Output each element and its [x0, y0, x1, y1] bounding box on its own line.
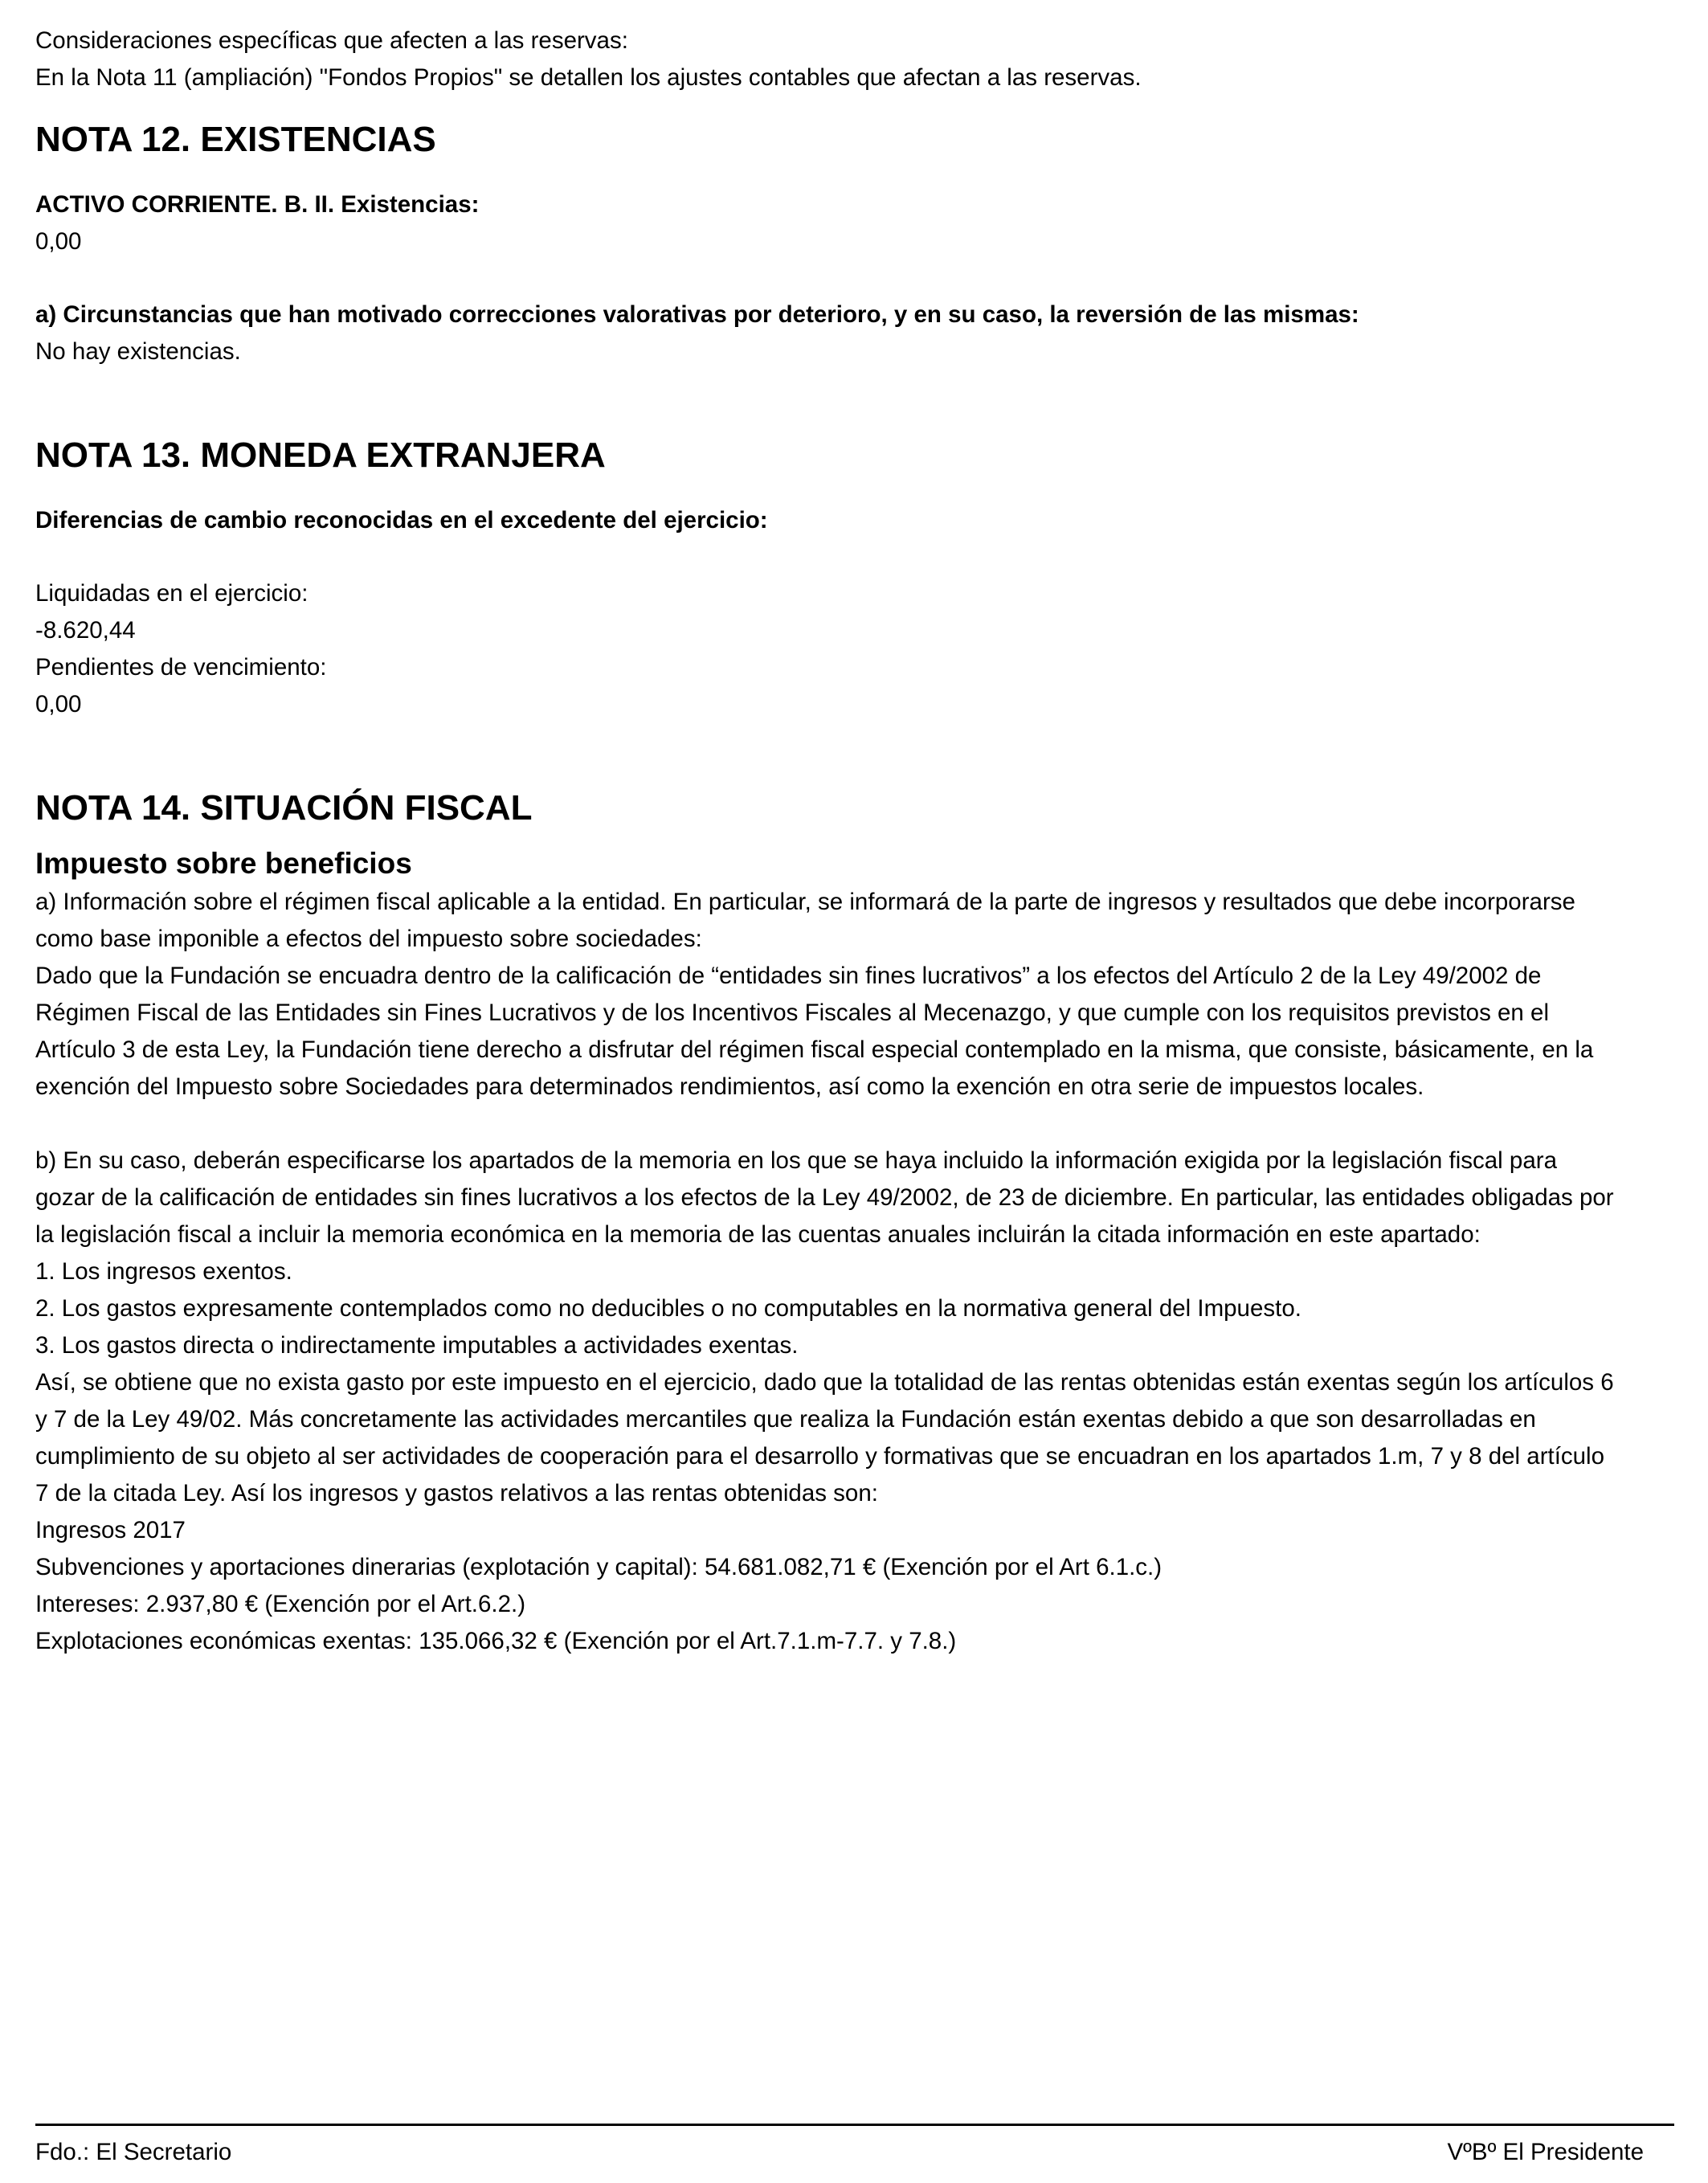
- liquidadas-value: -8.620,44: [35, 617, 136, 644]
- text-line: exención del Impuesto sobre Sociedades para determinados rendimientos, así como la exención en otra serie de impuestos locales.: [35, 1073, 1424, 1100]
- liquidadas-label: Liquidadas en el ejercicio:: [35, 580, 309, 607]
- text-line: la legislación fiscal a incluir la memoria económica en la memoria de las cuentas anuales incluirán la citada información en este apartado:: [35, 1221, 1481, 1248]
- ingresos-item: Subvenciones y aportaciones dinerarias (explotación y capital): 54.681.082,71 € (Exención por el Art 6.1.c.): [35, 1554, 1163, 1580]
- nota13-label: Diferencias de cambio reconocidas en el excedente del ejercicio:: [35, 507, 768, 533]
- text-line: b) En su caso, deberán especificarse los apartados de la memoria en los que se haya incluido la información exigida por la legislación fiscal para: [35, 1147, 1557, 1174]
- footer-secretario: Fdo.: El Secretario: [35, 2139, 232, 2165]
- ingresos-item: Intereses: 2.937,80 € (Exención por el Art.6.2.): [35, 1591, 526, 1617]
- pendientes-label: Pendientes de vencimiento:: [35, 654, 327, 681]
- list-item: 2. Los gastos expresamente contemplados como no deducibles o no computables en la normativa general del Impuesto.: [35, 1295, 1301, 1322]
- ingresos-item: Explotaciones económicas exentas: 135.066,32 € (Exención por el Art.7.1.m-7.7. y 7.8.): [35, 1628, 957, 1654]
- list-item: 3. Los gastos directa o indirectamente imputables a actividades exentas.: [35, 1332, 799, 1359]
- nota14-section-b: [35, 1143, 1674, 1660]
- reservas-text: En la Nota 11 (ampliación) "Fondos Propios" se detallen los ajustes contables que afectan a las reservas.: [35, 64, 1142, 91]
- nota12-question: a) Circunstancias que han motivado correcciones valorativas por deterioro, y en su caso, la reversión de las mismas:: [35, 301, 1359, 328]
- footer-presidente: VºBº El Presidente: [1447, 2139, 1644, 2165]
- nota14-title: NOTA 14. SITUACIÓN FISCAL: [35, 788, 533, 828]
- list-item: 1. Los ingresos exentos.: [35, 1258, 292, 1285]
- ingresos-title: Ingresos 2017: [35, 1517, 186, 1543]
- text-line: Régimen Fiscal de las Entidades sin Fines Lucrativos y de los Incentivos Fiscales al Mecenazgo, y que cumple con los requisitos previstos en el: [35, 1000, 1549, 1026]
- text-line: como base imponible a efectos del impuesto sobre sociedades:: [35, 926, 702, 952]
- nota12-title: NOTA 12. EXISTENCIAS: [35, 120, 436, 159]
- nota14-subtitle: Impuesto sobre beneficios: [35, 847, 412, 880]
- document-page: [35, 22, 1674, 1660]
- footer-divider: [35, 2124, 1674, 2126]
- text-line: 7 de la citada Ley. Así los ingresos y gastos relativos a las rentas obtenidas son:: [35, 1480, 878, 1506]
- nota13-title: NOTA 13. MONEDA EXTRANJERA: [35, 435, 606, 475]
- nota12-label: ACTIVO CORRIENTE. B. II. Existencias:: [35, 191, 480, 218]
- text-line: gozar de la calificación de entidades sin fines lucrativos a los efectos de la Ley 49/2002, de 23 de diciembre. En particular, las entidades obligadas por: [35, 1184, 1614, 1211]
- pendientes-value: 0,00: [35, 691, 82, 717]
- text-line: y 7 de la Ley 49/02. Más concretamente las actividades mercantiles que realiza la Fundación están exentas debido a que son desarrolladas en: [35, 1406, 1536, 1433]
- text-line: Dado que la Fundación se encuadra dentro de la calificación de “entidades sin fines lucrativos” a los efectos del Artículo 2 de la Ley 49/2002 de: [35, 963, 1542, 989]
- nota12-value: 0,00: [35, 228, 82, 255]
- text-line: Así, se obtiene que no exista gasto por este impuesto en el ejercicio, dado que la totalidad de las rentas obtenidas están exentas según los artículos 6: [35, 1369, 1614, 1396]
- text-line: Artículo 3 de esta Ley, la Fundación tiene derecho a disfrutar del régimen fiscal especial contemplado en la misma, que consiste, básicamente, en la: [35, 1036, 1594, 1063]
- text-line: cumplimiento de su objeto al ser actividades de cooperación para el desarrollo y formativas que se encuadran en los apartados 1.m, 7 y 8 del artículo: [35, 1443, 1605, 1470]
- nota12-answer: No hay existencias.: [35, 338, 241, 365]
- reservas-label: Consideraciones específicas que afecten a las reservas:: [35, 27, 628, 54]
- text-line: a) Información sobre el régimen fiscal aplicable a la entidad. En particular, se informará de la parte de ingresos y resultados que debe incorporarse: [35, 889, 1575, 915]
- nota14-section-a: [35, 884, 1674, 1106]
